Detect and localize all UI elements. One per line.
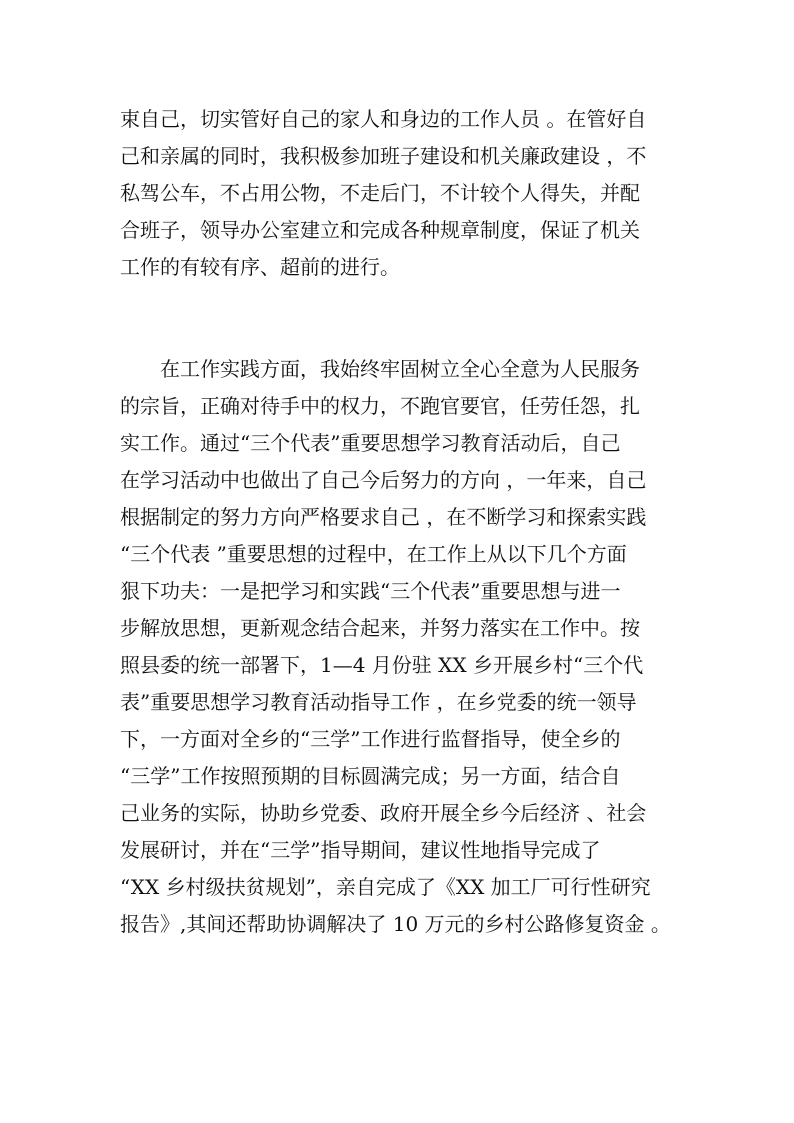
paragraph-line: “三个代表 ”重要思想的过程中，在工作上从以下几个方面 (120, 542, 627, 566)
paragraph-line: “三学”工作按照预期的目标圆满完成；另一方面，结合自 (120, 764, 621, 788)
paragraph-line: 步解放思想，更新观念结合起来，并努力落实在工作中。按 (120, 616, 640, 640)
paragraph-line: 己业务的实际，协助乡党委、政府开展全乡今后经济 、社会 (120, 801, 647, 825)
paragraph-line: 私驾公车，不占用公物，不走后门，不计较个人得失，并配 (120, 181, 640, 205)
paragraph-line: 的宗旨，正确对待手中的权力，不跑官要官，任劳任怨，扎 (120, 394, 640, 418)
paragraph-line: 表”重要思想学习教育活动指导工作 ，在乡党委的统一领导 (120, 690, 637, 714)
paragraph-line: 照县委的统一部署下，1—4 月份驻 XX 乡开展乡村“三个代 (120, 653, 644, 677)
paragraph-line: “XX 乡村级扶贫规划”，亲自完成了《XX 加工厂可行性研究 (120, 875, 651, 899)
paragraph-line: 根据制定的努力方向严格要求自己 ，在不断学习和探索实践 (120, 505, 647, 529)
paragraph-line: 在学习活动中也做出了自己今后努力的方向 ，一年来，自己 (120, 468, 647, 492)
paragraph-line: 合班子，领导办公室建立和完成各种规章制度，保证了机关 (120, 218, 640, 242)
paragraph-line: 工作的有较有序、超前的进行。 (120, 255, 400, 279)
paragraph-line: 束自己，切实管好自己的家人和身边的工作人员 。在管好自 (120, 107, 647, 131)
paragraph-line: 发展研讨，并在“三学”指导期间，建议性地指导完成了 (120, 838, 601, 862)
paragraph-line: 实工作。通过“三个代表”重要思想学习教育活动后，自己 (120, 431, 621, 455)
paragraph-line: 报告》,其间还帮助协调解决了 10 万元的乡村公路修复资金 。 (120, 912, 671, 936)
paragraph-line: 在工作实践方面，我始终牢固树立全心全意为人民服务 (160, 357, 640, 381)
paragraph-line: 下，一方面对全乡的“三学”工作进行监督指导，使全乡的 (120, 727, 621, 751)
paragraph-line: 己和亲属的同时，我积极参加班子建设和机关廉政建设 ，不 (120, 144, 647, 168)
paragraph-line: 狠下功夫：一是把学习和实践“三个代表”重要思想与进一 (120, 579, 621, 603)
